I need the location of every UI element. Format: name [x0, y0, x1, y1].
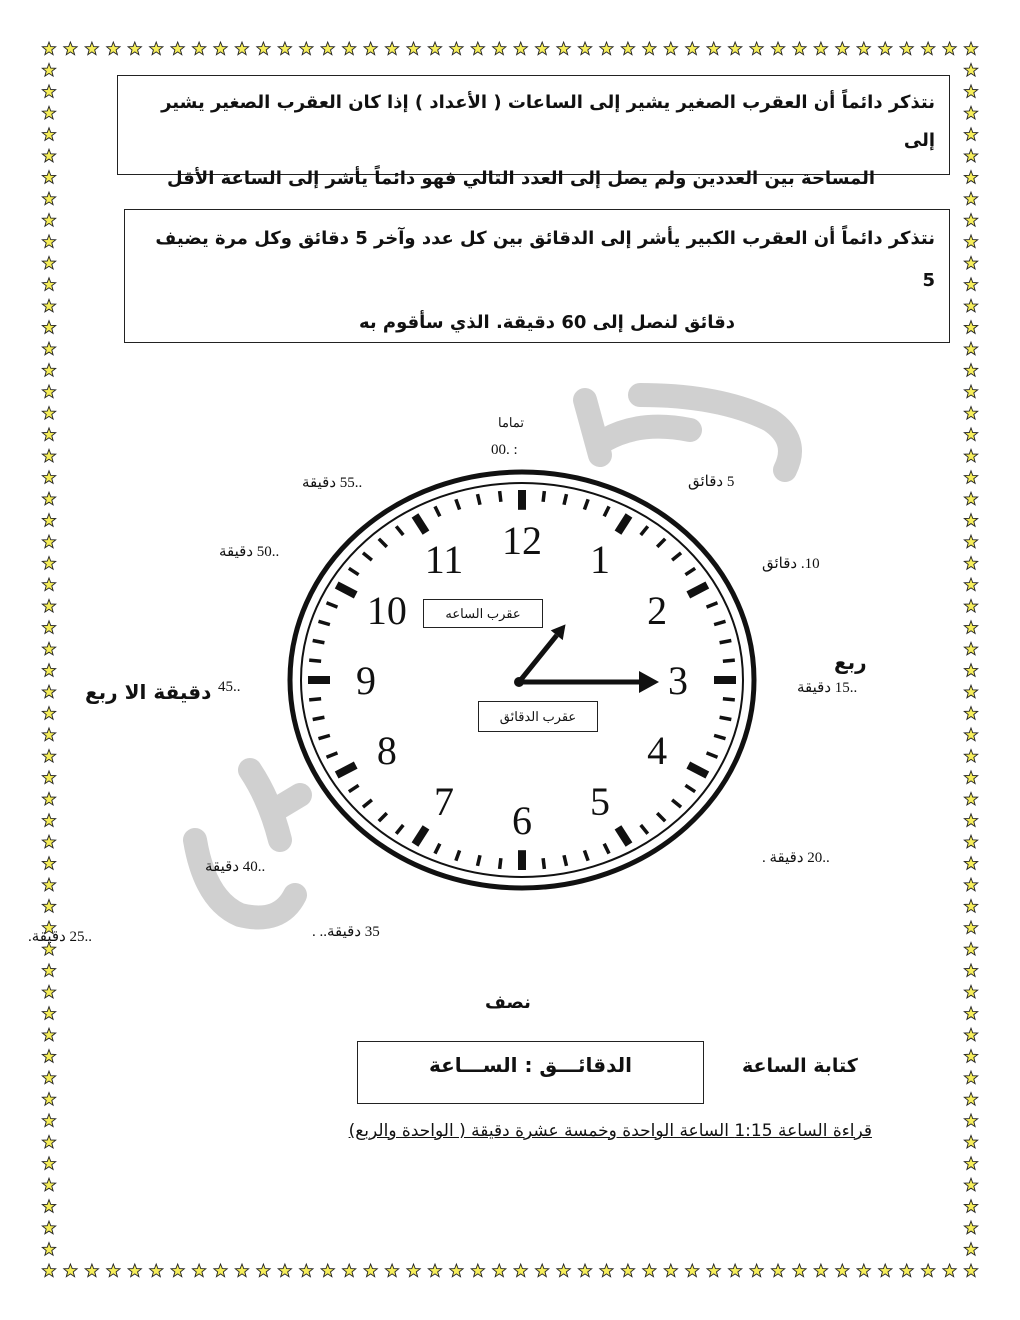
writing-label: كتابة الساعة — [742, 1055, 858, 1077]
reading-line: قراءة الساعة 1:15 الساعة الواحدة وخمسة عشرة دقيقة ( الواحدة والربع) — [348, 1121, 872, 1141]
label-5-minutes: 5 دقائق — [688, 474, 735, 490]
clock-number: 8 — [376, 728, 397, 773]
label-15-minutes: ..15 دقيقة — [797, 680, 858, 696]
clock-number: 12 — [502, 518, 542, 563]
label-35-minutes: 35 دقيقة.. . — [312, 924, 380, 940]
minute-hand-label: عقرب الدقائق — [478, 701, 598, 732]
clock-tick — [309, 660, 321, 661]
clock-tick — [500, 491, 501, 502]
label-40-minutes: ..40 دقيقة — [205, 859, 266, 875]
hour-hand-note-line2: المساحة بين العددين ولم يصل إلى العدد التالي فهو دائماً يأشر إلى الساعة الأقل — [166, 168, 875, 189]
clock-tick — [478, 494, 480, 505]
minute-hand-note-line2: دقائق لنصل إلى 60 دقيقة. الذي سأقوم به — [358, 312, 735, 333]
label-55-minutes: ..55 دقيقة — [302, 475, 363, 491]
clock-tick — [313, 717, 325, 719]
label-10-minutes: 10. دقائق — [762, 556, 820, 572]
hour-hand-label: عقرب الساعه — [423, 599, 543, 628]
time-answer-box — [357, 1041, 704, 1104]
label-00: 00. : — [491, 442, 518, 458]
clock-tick — [478, 855, 480, 866]
clock-tick — [543, 491, 544, 502]
hour-hand-note-line1: نتذكر دائماً أن العقرب الصغير يشير إلى الساعات ( الأعداد ) إذا كان العقرب الصغير يشير إلى — [161, 92, 935, 151]
label-50-minutes: ..50 دقيقة — [219, 544, 280, 560]
clock-tick — [313, 640, 325, 642]
label-20-minutes: ..20 دقيقة . — [762, 850, 830, 866]
minute-hand-note-line1: نتذكر دائماً أن العقرب الكبير يأشر إلى الدقائق بين كل عدد وآخر 5 دقائق وكل مرة يضيف 5 — [155, 228, 935, 291]
clock-tick — [500, 858, 501, 869]
clock-number: 1 — [590, 536, 610, 582]
label-25-minutes: ..25 دقيقة. — [28, 929, 93, 945]
clock-number: 9 — [356, 658, 376, 703]
label-quarter-to: دقيقة الا ربع — [85, 680, 212, 704]
clock-tick — [720, 717, 732, 719]
clock-number: 2 — [647, 588, 668, 633]
clock-number: 3 — [668, 658, 688, 703]
clock-number: 11 — [424, 536, 464, 582]
clock-number: 7 — [434, 779, 454, 825]
label-half: نصف — [485, 992, 531, 1013]
clock-tick — [723, 660, 735, 661]
label-quarter: ربع — [834, 650, 867, 674]
time-answer-text: الدقائـــق : الســـاعة — [428, 1053, 633, 1077]
clock-tick — [564, 855, 566, 866]
clock-number: 5 — [590, 779, 610, 825]
clock-tick — [564, 494, 566, 505]
clock-tick — [720, 640, 732, 642]
label-45-minutes: ..45 — [218, 679, 241, 695]
clock-number: 10 — [366, 588, 407, 633]
clock-number: 6 — [512, 798, 532, 843]
clock-tick — [723, 699, 735, 700]
clock-tick — [309, 699, 321, 700]
label-exactly: تماما — [498, 415, 525, 430]
clock-number: 4 — [647, 728, 668, 773]
clock-tick — [543, 858, 544, 869]
